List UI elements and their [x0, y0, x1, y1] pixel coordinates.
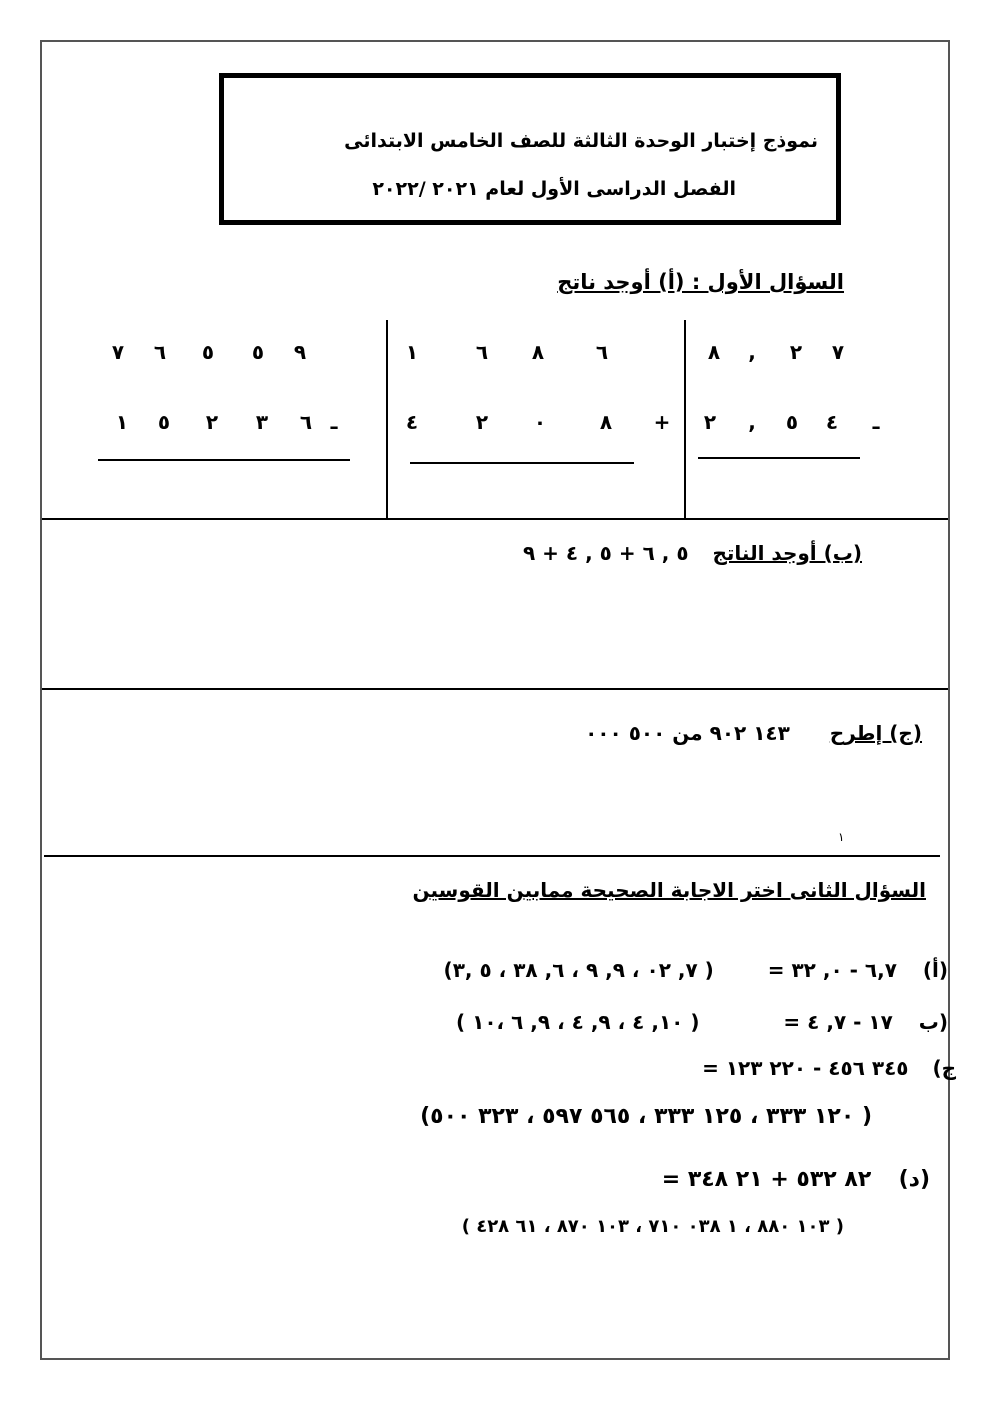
answer-line	[698, 457, 860, 459]
digit: ٧	[111, 340, 125, 364]
q2-item-c	[702, 1056, 956, 1080]
digit: ٨	[707, 340, 721, 364]
digit: ٩	[293, 340, 307, 364]
digit: ٣	[255, 410, 269, 434]
digit: ٢	[205, 410, 219, 434]
digit: ,	[748, 410, 756, 434]
q1-part-c-label: (ج) إطرح	[829, 721, 922, 745]
col-middle-top	[400, 340, 660, 370]
digit: ١	[115, 410, 129, 434]
digit: ٢	[475, 410, 489, 434]
q2-a-choices: ( ٧, ٠٢ ، ٩, ٩ ، ٦, ٣٨ ، ٥ ,٣)	[443, 958, 714, 982]
digit: ١	[405, 340, 419, 364]
digit: ٥	[201, 340, 215, 364]
section-divider	[42, 688, 948, 690]
q2-b-choices: ( ١٠, ٤ ، ٩, ٤ ، ٩, ٦ ،١٠ )	[456, 1010, 700, 1034]
digit: ٥	[157, 410, 171, 434]
title-line-2: الفصل الدراسى الأول لعام ٢٠٢١ /٢٠٢٢	[372, 178, 736, 200]
page-mark: ١	[838, 830, 845, 844]
column-divider-right	[684, 320, 686, 518]
q1-part-b-expression: ٥ , ٦ + ٥ , ٤ + ٩	[523, 541, 689, 565]
q1-part-b	[523, 541, 862, 565]
digit: ٥	[251, 340, 265, 364]
digit: ٦	[153, 340, 167, 364]
col-right-bottom	[700, 410, 890, 440]
digit: ٤	[825, 410, 839, 434]
digit: ٨	[599, 410, 613, 434]
digit: ٢	[703, 410, 717, 434]
answer-line	[98, 459, 350, 461]
digit: ٥	[785, 410, 799, 434]
digit: ٦	[475, 340, 489, 364]
q2-heading: السؤال الثانى اختر الاجابة الصحيحة ممابين القوسين	[412, 878, 926, 902]
page-border	[40, 40, 950, 1360]
q2-item-b	[456, 1010, 948, 1034]
operator-sign: ـ	[872, 410, 880, 434]
digit: ٨	[531, 340, 545, 364]
col-middle-bottom	[400, 410, 680, 440]
col-left-top	[100, 340, 360, 370]
digit: ٢	[789, 340, 803, 364]
q2-c-label: ج)	[932, 1056, 956, 1080]
q1-part-c	[585, 721, 922, 745]
digit: ٧	[831, 340, 845, 364]
q2-b-label: (ب	[918, 1010, 948, 1034]
operator-sign: ـ	[330, 410, 338, 434]
col-left-bottom	[100, 410, 360, 440]
digit: ٤	[405, 410, 419, 434]
q2-d-label: (د)	[898, 1167, 930, 1192]
q2-a-label: (أ)	[922, 958, 948, 982]
q2-a-expression: ٦,٧ - ٠, ٣٢ =	[767, 958, 897, 982]
q1-part-b-label: (ب) أوجد الناتج	[712, 541, 862, 565]
title-box	[219, 73, 841, 225]
q2-c-choices: ( ١٢٠ ٣٣٣ ، ١٢٥ ٣٣٣ ، ٥٦٥ ٥٩٧ ، ٣٢٣ ٥٠٠)	[420, 1104, 872, 1129]
q2-c-expression: ٣٤٥ ٤٥٦ - ٢٢٠ ١٢٣ =	[702, 1056, 909, 1080]
q2-item-d	[662, 1167, 930, 1192]
digit: ٦	[299, 410, 313, 434]
operator-sign: +	[653, 410, 671, 434]
q2-b-expression: ١٧ - ٧, ٤ =	[783, 1010, 893, 1034]
q1-heading: السؤال الأول : (أ) أوجد ناتج	[557, 270, 844, 294]
digit: ,	[748, 340, 756, 364]
q1-part-c-expression: ١٤٣ ٩٠٢ من ٥٠٠ ٠٠٠	[585, 721, 790, 745]
digit: ٠	[533, 410, 547, 434]
answer-line	[410, 462, 634, 464]
q2-d-choices: ( ١٠٣ ٨٨٠ ، ١ ٠٣٨ ٧١٠ ، ١٠٣ ٨٧٠ ، ٦١ ٤٢٨ )	[461, 1216, 844, 1237]
section-divider	[44, 855, 940, 857]
column-divider-left	[386, 320, 388, 518]
q2-item-a	[444, 958, 948, 982]
q2-d-expression: ٨٢ ٥٣٢ + ٢١ ٣٤٨ =	[661, 1167, 872, 1192]
title-line-1: نموذج إختبار الوحدة الثالثة للصف الخامس الابتدائى	[344, 130, 818, 152]
digit: ٦	[595, 340, 609, 364]
col-right-top	[700, 340, 860, 370]
section-divider	[42, 518, 948, 520]
